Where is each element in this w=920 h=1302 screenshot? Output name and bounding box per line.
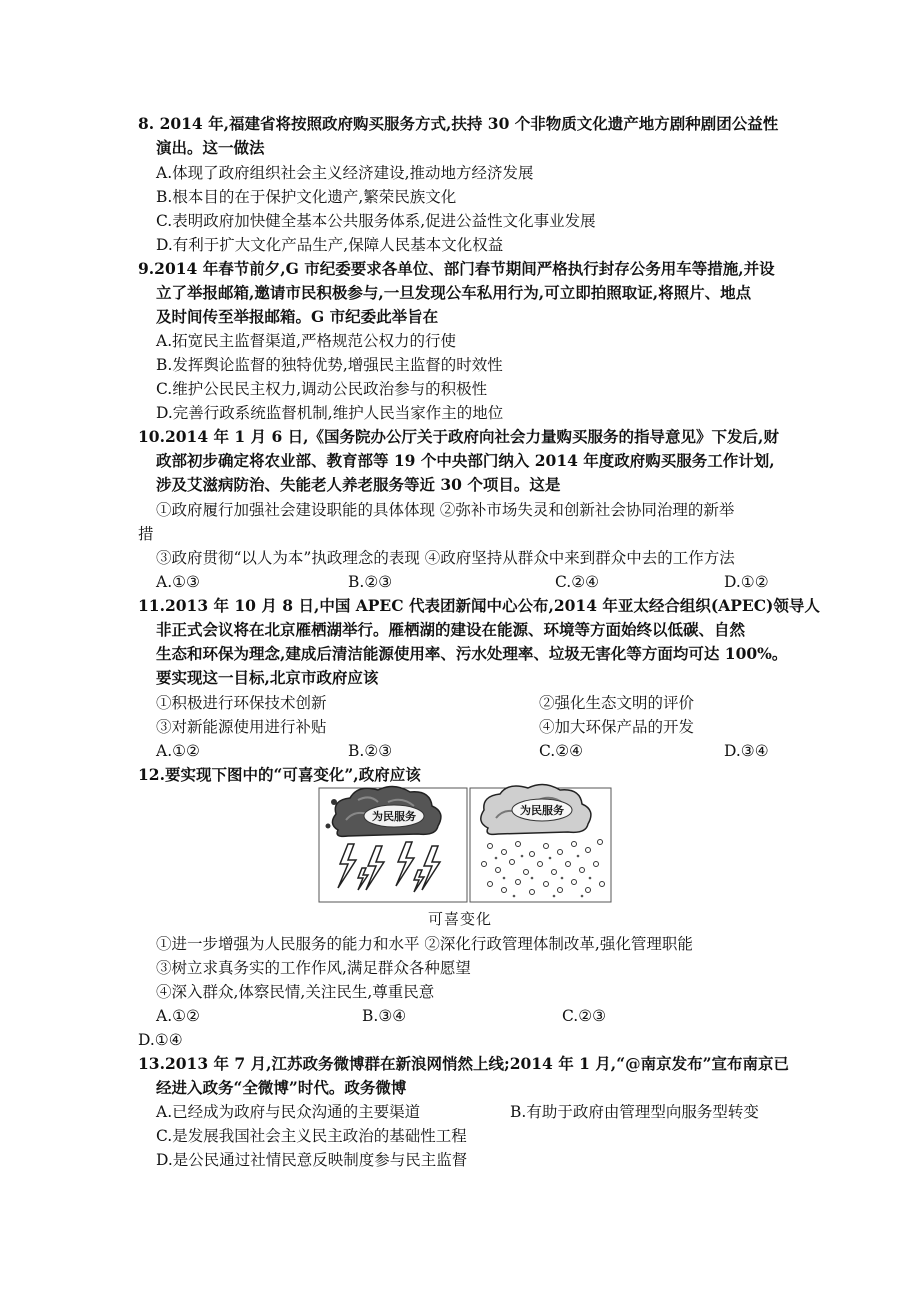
rain-of-blessings-icon bbox=[482, 840, 605, 895]
q11-statement-2: ②强化生态文明的评价 bbox=[539, 694, 695, 712]
q10-option-a: A.①③ bbox=[156, 573, 200, 591]
q9-stem-line1: 9.2014 年春节前夕,G 市纪委要求各单位、部门春节期间严格执行封存公务用车等措施,并设 bbox=[138, 259, 775, 278]
q11-stem-line2: 非正式会议将在北京雁栖湖举行。雁栖湖的建设在能源、环境等方面始终以低碳、自然 bbox=[156, 620, 746, 639]
lightning-bolts-icon bbox=[338, 842, 440, 892]
q13-option-b: B.有助于政府由管理型向服务型转变 bbox=[510, 1103, 759, 1121]
q10-stem-line1: 10.2014 年 1 月 6 日,《国务院办公厅关于政府向社会力量购买服务的指导意见》下发后,财 bbox=[138, 427, 779, 446]
q12-option-b: B.③④ bbox=[362, 1007, 407, 1025]
q12-option-c: C.②③ bbox=[562, 1007, 607, 1025]
dark-cloud-icon bbox=[332, 786, 440, 836]
q13-option-c: C.是发展我国社会主义民主政治的基础性工程 bbox=[156, 1127, 467, 1145]
q9-option-b: B.发挥舆论监督的独特优势,增强民主监督的时效性 bbox=[156, 356, 503, 374]
q11-option-d: D.③④ bbox=[724, 742, 769, 760]
q9-option-d: D.完善行政系统监督机制,维护人民当家作主的地位 bbox=[156, 404, 504, 422]
q11-stem-line4: 要实现这一目标,北京市政府应该 bbox=[156, 668, 379, 687]
light-cloud-icon bbox=[481, 784, 591, 834]
q11-option-a: A.①② bbox=[156, 742, 200, 760]
q13-stem-line2: 经进入政务“全微博”时代。政务微博 bbox=[156, 1078, 407, 1097]
q9-option-a: A.拓宽民主监督渠道,严格规范公权力的行使 bbox=[156, 332, 457, 350]
q9-option-c: C.维护公民民主权力,调动公民政治参与的积极性 bbox=[156, 380, 488, 398]
q13-stem-line1: 13.2013 年 7 月,江苏政务微博群在新浪网悄然上线;2014 年 1 月,“@南京发布”宣布南京已 bbox=[138, 1054, 790, 1073]
q9-stem-line2: 立了举报邮箱,邀请市民积极参与,一旦发现公车私用行为,可立即拍照取证,将照片、地点 bbox=[156, 283, 752, 302]
q8-stem-line2: 演出。这一做法 bbox=[156, 138, 265, 157]
q10-stem-line3: 涉及艾滋病防治、失能老人养老服务等近 30 个项目。这是 bbox=[156, 475, 561, 494]
q11-statement-4: ④加大环保产品的开发 bbox=[539, 718, 695, 736]
q12-statement-4: ④深入群众,体察民情,关注民生,尊重民意 bbox=[156, 983, 435, 1001]
q9-stem-line3: 及时间传至举报邮箱。G 市纪委此举旨在 bbox=[156, 307, 439, 326]
q8-option-b: B.根本目的在于保护文化遗产,繁荣民族文化 bbox=[156, 188, 457, 206]
figure-caption: 可喜变化 bbox=[428, 910, 493, 928]
q11-stem-line1: 11.2013 年 10 月 8 日,中国 APEC 代表团新闻中心公布,2014 年亚太经合组织(APEC)领导人 bbox=[138, 596, 820, 615]
q13-option-d: D.是公民通过社情民意反映制度参与民主监督 bbox=[156, 1151, 468, 1169]
q10-statements-2-continued: 措 bbox=[138, 525, 154, 543]
cloud-label-left: 为民服务 bbox=[372, 810, 416, 823]
q11-statement-1: ①积极进行环保技术创新 bbox=[156, 694, 327, 712]
q12-statement-3: ③树立求真务实的工作作风,满足群众各种愿望 bbox=[156, 959, 471, 977]
q11-statement-3: ③对新能源使用进行补贴 bbox=[156, 718, 327, 736]
cloud-label-right: 为民服务 bbox=[520, 804, 564, 817]
q12-option-a: A.①② bbox=[156, 1007, 200, 1025]
q10-statements-1-2: ①政府履行加强社会建设职能的具体体现 ②弥补市场失灵和创新社会协同治理的新举 bbox=[156, 501, 735, 519]
q12-statements-1-2: ①进一步增强为人民服务的能力和水平 ②深化行政管理体制改革,强化管理职能 bbox=[156, 935, 693, 953]
q11-option-c: C.②④ bbox=[539, 742, 584, 760]
q10-option-b: B.②③ bbox=[348, 573, 393, 591]
q8-stem-line1: 8. 2014 年,福建省将按照政府购买服务方式,扶持 30 个非物质文化遗产地方剧种剧团公益性 bbox=[138, 114, 779, 133]
q8-option-c: C.表明政府加快健全基本公共服务体系,促进公益性文化事业发展 bbox=[156, 212, 596, 230]
weather-cartoon-image bbox=[318, 780, 612, 904]
q8-option-a: A.体现了政府组织社会主义经济建设,推动地方经济发展 bbox=[156, 164, 534, 182]
q10-statements-3-4: ③政府贯彻“以人为本”执政理念的表现 ④政府坚持从群众中来到群众中去的工作方法 bbox=[156, 549, 735, 567]
q12-option-d: D.①④ bbox=[138, 1031, 183, 1049]
q11-stem-line3: 生态和环保为理念,建成后清洁能源使用率、污水处理率、垃圾无害化等方面均可达 100%。 bbox=[156, 644, 788, 663]
q10-option-c: C.②④ bbox=[555, 573, 600, 591]
q10-option-d: D.①② bbox=[724, 573, 769, 591]
q13-option-a: A.已经成为政府与民众沟通的主要渠道 bbox=[156, 1103, 421, 1121]
q11-option-b: B.②③ bbox=[348, 742, 393, 760]
q10-stem-line2: 政部初步确定将农业部、教育部等 19 个中央部门纳入 2014 年度政府购买服务工作计划, bbox=[156, 451, 775, 470]
q12-stem: 12.要实现下图中的“可喜变化”,政府应该 bbox=[138, 765, 421, 784]
q8-option-d: D.有利于扩大文化产品生产,保障人民基本文化权益 bbox=[156, 236, 504, 254]
